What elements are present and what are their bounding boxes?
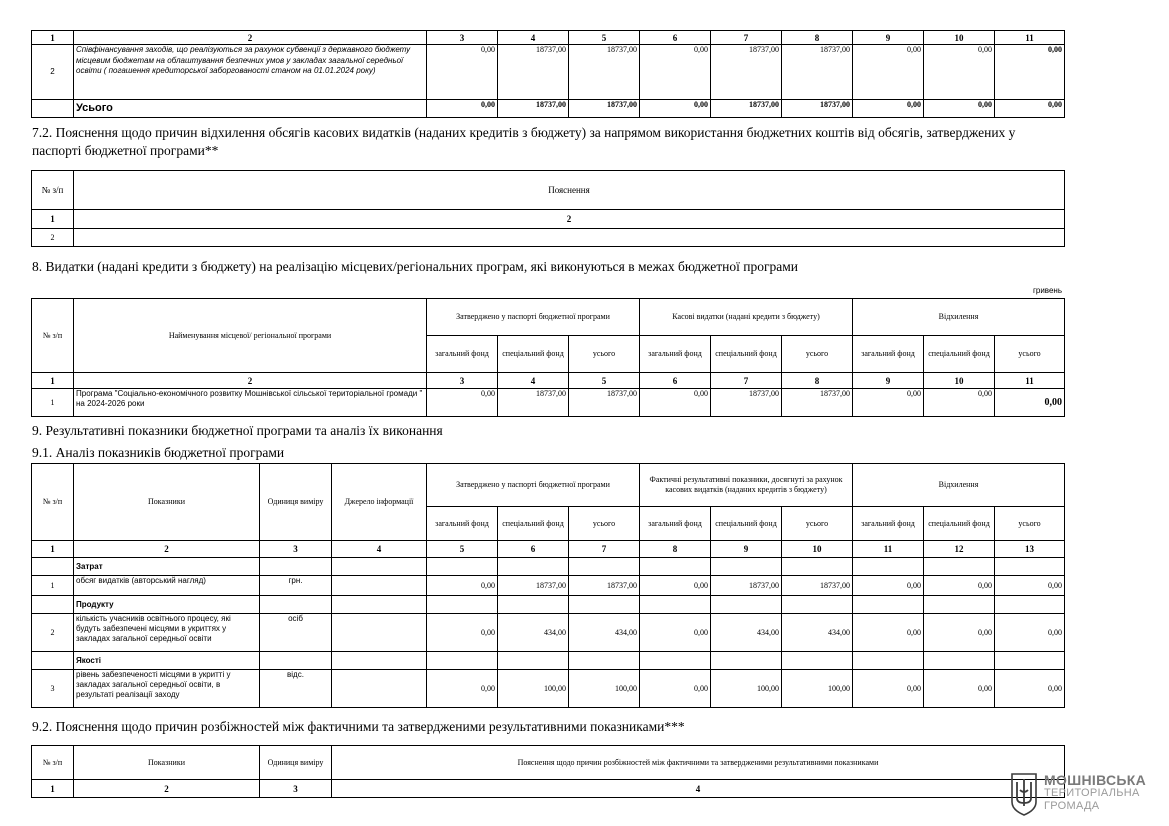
- header-special-fund: спеціальний фонд: [924, 336, 995, 373]
- group-row: [32, 652, 1065, 670]
- explanation-cell: [74, 229, 1065, 247]
- header-special-fund: спеціальний фонд: [711, 507, 782, 541]
- header-program-name: Найменування місцевої/ регіональної програми: [74, 299, 427, 373]
- indicator-source: [332, 576, 427, 596]
- empty-cell: [32, 100, 74, 118]
- empty-cell: [782, 558, 853, 576]
- empty-cell: [924, 652, 995, 670]
- value-cell: 0,00: [853, 670, 924, 708]
- total-cell: 18737,00: [498, 100, 569, 118]
- col-num: 11: [853, 541, 924, 558]
- header-total: усього: [782, 507, 853, 541]
- header-number: № з/п: [32, 464, 74, 541]
- col-num: 10: [924, 31, 995, 45]
- empty-cell: [427, 558, 498, 576]
- col-num: 5: [427, 541, 498, 558]
- group-row: [32, 558, 1065, 576]
- col-num: 9: [711, 541, 782, 558]
- header-total: усього: [569, 336, 640, 373]
- header-general-fund: загальний фонд: [427, 507, 498, 541]
- total-cell: 0,00: [427, 100, 498, 118]
- value-cell: 18737,00: [711, 389, 782, 417]
- indicator-unit: відс.: [260, 670, 332, 708]
- row-number: 2: [32, 229, 74, 247]
- empty-cell: [498, 558, 569, 576]
- value-cell: 18737,00: [569, 576, 640, 596]
- col-num: 1: [32, 780, 74, 798]
- col-num: 1: [32, 210, 74, 229]
- col-num: 1: [32, 541, 74, 558]
- value-cell: 0,00: [995, 389, 1065, 417]
- header-explanation: Пояснення: [74, 171, 1065, 210]
- program-name: Програма "Соціально-економічного розвитку Мошнівської сільської територіальної громади " на 2024-2026 роки: [74, 389, 427, 417]
- value-cell: 0,00: [640, 614, 711, 652]
- indicator-name: рівень забезпеченості місцями в укритті у закладах загальної середньої освіти, в результаті реалізації заходу: [74, 670, 260, 708]
- row-number: 1: [32, 389, 74, 417]
- table-row: [32, 576, 1065, 596]
- group-label: Якості: [74, 652, 260, 670]
- indicator-name: обсяг видатків (авторський нагляд): [74, 576, 260, 596]
- empty-cell: [332, 652, 427, 670]
- header-unit: Одиниця виміру: [260, 464, 332, 541]
- header-general-fund: загальний фонд: [853, 336, 924, 373]
- table-row: [32, 670, 1065, 708]
- total-cell: 18737,00: [569, 100, 640, 118]
- header-total: усього: [995, 336, 1065, 373]
- group-row: [32, 596, 1065, 614]
- section-9-2-title: 9.2. Пояснення щодо причин розбіжностей між фактичними та затвердженими результативними показниками***: [32, 719, 685, 734]
- col-num: 1: [32, 373, 74, 389]
- section-9-1-title: 9.1. Аналіз показників бюджетної програми: [32, 445, 285, 460]
- logo-line-2: ТЕРИТОРІАЛЬНА: [1044, 787, 1140, 799]
- table-9-1: [31, 463, 1065, 708]
- empty-cell: [924, 596, 995, 614]
- header-number: № з/п: [32, 171, 74, 210]
- header-number: № з/п: [32, 299, 74, 373]
- header-general-fund: загальний фонд: [640, 336, 711, 373]
- col-num: 3: [260, 780, 332, 798]
- table-9-2: [31, 745, 1065, 798]
- indicator-source: [332, 614, 427, 652]
- value-cell: 18737,00: [711, 576, 782, 596]
- empty-cell: [427, 652, 498, 670]
- col-num: 1: [32, 31, 74, 45]
- col-num: 4: [498, 31, 569, 45]
- empty-cell: [782, 596, 853, 614]
- header-general-fund: загальний фонд: [427, 336, 498, 373]
- value-cell: 434,00: [569, 614, 640, 652]
- col-num: 10: [782, 541, 853, 558]
- empty-cell: [32, 558, 74, 576]
- header-explanation: Пояснення щодо причин розбіжностей між фактичними та затвердженими результативними показниками: [332, 746, 1065, 780]
- header-source: Джерело інформації: [332, 464, 427, 541]
- value-cell: 0,00: [995, 670, 1065, 708]
- row-number: 3: [32, 670, 74, 708]
- logo-line-1: МОШНІВСЬКА: [1044, 772, 1147, 788]
- col-num: 3: [260, 541, 332, 558]
- header-special-fund: спеціальний фонд: [498, 336, 569, 373]
- header-cash: Касові видатки (надані кредити з бюджету): [640, 299, 853, 336]
- col-num: 4: [498, 373, 569, 389]
- header-unit: Одиниця виміру: [260, 746, 332, 780]
- empty-cell: [640, 558, 711, 576]
- col-num: 9: [853, 373, 924, 389]
- col-num: 12: [924, 541, 995, 558]
- value-cell: 18737,00: [782, 45, 853, 100]
- empty-cell: [853, 558, 924, 576]
- header-indicators: Показники: [74, 746, 260, 780]
- empty-cell: [640, 652, 711, 670]
- empty-cell: [569, 652, 640, 670]
- value-cell: 0,00: [924, 576, 995, 596]
- value-cell: 0,00: [640, 389, 711, 417]
- col-num: 13: [995, 541, 1065, 558]
- indicator-unit: осіб: [260, 614, 332, 652]
- col-num: 6: [498, 541, 569, 558]
- value-cell: 18737,00: [782, 576, 853, 596]
- row-number: 2: [32, 614, 74, 652]
- col-num: 5: [569, 31, 640, 45]
- header-actual: Фактичні результативні показники, досягнуті за рахунок касових видатків (наданих кредитів з бюджету): [640, 464, 853, 507]
- value-cell: 0,00: [427, 389, 498, 417]
- value-cell: 0,00: [427, 670, 498, 708]
- total-cell: 18737,00: [711, 100, 782, 118]
- col-num: 10: [924, 373, 995, 389]
- empty-cell: [260, 558, 332, 576]
- col-num: 8: [782, 31, 853, 45]
- header-special-fund: спеціальний фонд: [711, 336, 782, 373]
- empty-cell: [995, 652, 1065, 670]
- value-cell: 0,00: [640, 576, 711, 596]
- group-label: Затрат: [74, 558, 260, 576]
- direction-name: Співфінансування заходів, що реалізуються за рахунок субвенції з державного бюджету місцевим бюджетам на облаштування безпечних умов у закладах загальної середньої освіти ( погашення кредиторської заборгованості станом на 01.01.2024 року): [74, 45, 427, 100]
- col-num: 2: [74, 210, 1065, 229]
- col-num: 11: [995, 31, 1065, 45]
- value-cell: 434,00: [498, 614, 569, 652]
- section-8-title: 8. Видатки (надані кредити з бюджету) на реалізацію місцевих/регіональних програм, які виконуються в межах бюджетної програми: [32, 259, 799, 274]
- row-number: 1: [32, 576, 74, 596]
- empty-cell: [711, 558, 782, 576]
- empty-cell: [260, 596, 332, 614]
- indicator-name: кількість учасників освітнього процесу, які будуть забезпечені місцями в укриттях у закладах загальної середньої освіти: [74, 614, 260, 652]
- community-logo: [1010, 772, 1160, 820]
- logo-line-3: ГРОМАДА: [1044, 800, 1100, 812]
- empty-cell: [32, 652, 74, 670]
- col-num: 7: [711, 31, 782, 45]
- header-special-fund: спеціальний фонд: [498, 507, 569, 541]
- empty-cell: [711, 596, 782, 614]
- value-cell: 100,00: [782, 670, 853, 708]
- header-total: усього: [569, 507, 640, 541]
- header-total: усього: [782, 336, 853, 373]
- value-cell: 0,00: [853, 576, 924, 596]
- empty-cell: [260, 652, 332, 670]
- total-row: [32, 100, 1065, 118]
- empty-cell: [782, 652, 853, 670]
- value-cell: 0,00: [853, 45, 924, 100]
- header-approved: Затверджено у паспорті бюджетної програми: [427, 299, 640, 336]
- value-cell: 100,00: [711, 670, 782, 708]
- group-label: Продукту: [74, 596, 260, 614]
- empty-cell: [569, 558, 640, 576]
- value-cell: 0,00: [640, 45, 711, 100]
- value-cell: 0,00: [995, 45, 1065, 100]
- total-cell: 0,00: [853, 100, 924, 118]
- empty-cell: [427, 596, 498, 614]
- header-number: № з/п: [32, 746, 74, 780]
- value-cell: 0,00: [924, 45, 995, 100]
- empty-cell: [569, 596, 640, 614]
- empty-cell: [498, 652, 569, 670]
- value-cell: 0,00: [427, 614, 498, 652]
- header-general-fund: загальний фонд: [640, 507, 711, 541]
- col-num: 3: [427, 373, 498, 389]
- value-cell: 0,00: [427, 45, 498, 100]
- value-cell: 434,00: [711, 614, 782, 652]
- total-cell: 0,00: [924, 100, 995, 118]
- value-cell: 18737,00: [711, 45, 782, 100]
- col-num: 9: [853, 31, 924, 45]
- col-num: 3: [427, 31, 498, 45]
- empty-cell: [332, 596, 427, 614]
- col-num: 7: [569, 541, 640, 558]
- col-num: 4: [332, 541, 427, 558]
- empty-cell: [32, 596, 74, 614]
- value-cell: 0,00: [995, 576, 1065, 596]
- col-num: 6: [640, 31, 711, 45]
- col-num: 2: [74, 373, 427, 389]
- col-num: 8: [640, 541, 711, 558]
- header-general-fund: загальний фонд: [853, 507, 924, 541]
- value-cell: 18737,00: [498, 389, 569, 417]
- col-num: 2: [74, 780, 260, 798]
- indicator-unit: грн.: [260, 576, 332, 596]
- value-cell: 0,00: [427, 576, 498, 596]
- table-row: [32, 229, 1065, 247]
- header-total: усього: [995, 507, 1065, 541]
- empty-cell: [640, 596, 711, 614]
- total-cell: 18737,00: [782, 100, 853, 118]
- table-row: [32, 45, 1065, 100]
- total-cell: 0,00: [640, 100, 711, 118]
- empty-cell: [995, 558, 1065, 576]
- empty-cell: [924, 558, 995, 576]
- value-cell: 18737,00: [569, 45, 640, 100]
- section-9-title: 9. Результативні показники бюджетної програми та аналіз їх виконання: [32, 423, 443, 438]
- col-num: 2: [74, 541, 260, 558]
- value-cell: 18737,00: [569, 389, 640, 417]
- table-program-directions: [31, 30, 1065, 118]
- value-cell: 18737,00: [498, 576, 569, 596]
- col-num: 6: [640, 373, 711, 389]
- value-cell: 434,00: [782, 614, 853, 652]
- trident-emblem-icon: [1010, 772, 1038, 816]
- table-7-2: [31, 170, 1065, 247]
- value-cell: 0,00: [995, 614, 1065, 652]
- empty-cell: [995, 596, 1065, 614]
- value-cell: 0,00: [640, 670, 711, 708]
- table-row: [32, 614, 1065, 652]
- value-cell: 0,00: [853, 614, 924, 652]
- value-cell: 0,00: [924, 389, 995, 417]
- indicator-source: [332, 670, 427, 708]
- empty-cell: [711, 652, 782, 670]
- col-num: 4: [332, 780, 1065, 798]
- value-cell: 0,00: [924, 670, 995, 708]
- header-deviation: Відхилення: [853, 464, 1065, 507]
- empty-cell: [498, 596, 569, 614]
- col-num: 7: [711, 373, 782, 389]
- row-number: 2: [32, 45, 74, 100]
- col-num: 11: [995, 373, 1065, 389]
- value-cell: 18737,00: [782, 389, 853, 417]
- value-cell: 0,00: [853, 389, 924, 417]
- col-num: 8: [782, 373, 853, 389]
- header-indicators: Показники: [74, 464, 260, 541]
- empty-cell: [332, 558, 427, 576]
- total-cell: 0,00: [995, 100, 1065, 118]
- column-number-row: [32, 31, 1065, 45]
- section-7-2-title: 7.2. Пояснення щодо причин відхилення обсягів касових видатків (наданих кредитів з бюджету) за напрямом використання бюджетних коштів від обсягів, затверджених у паспорті бюджетної програми**: [32, 125, 1016, 158]
- empty-cell: [853, 652, 924, 670]
- col-num: 5: [569, 373, 640, 389]
- value-cell: 100,00: [569, 670, 640, 708]
- header-deviation: Відхилення: [853, 299, 1065, 336]
- total-label: Усього: [74, 100, 427, 118]
- unit-label: гривень: [1032, 286, 1062, 295]
- value-cell: 100,00: [498, 670, 569, 708]
- value-cell: 18737,00: [498, 45, 569, 100]
- col-num: 2: [74, 31, 427, 45]
- empty-cell: [853, 596, 924, 614]
- header-special-fund: спеціальний фонд: [924, 507, 995, 541]
- table-row: [32, 389, 1065, 417]
- value-cell: 0,00: [924, 614, 995, 652]
- table-8: [31, 298, 1065, 417]
- header-approved: Затверджено у паспорті бюджетної програми: [427, 464, 640, 507]
